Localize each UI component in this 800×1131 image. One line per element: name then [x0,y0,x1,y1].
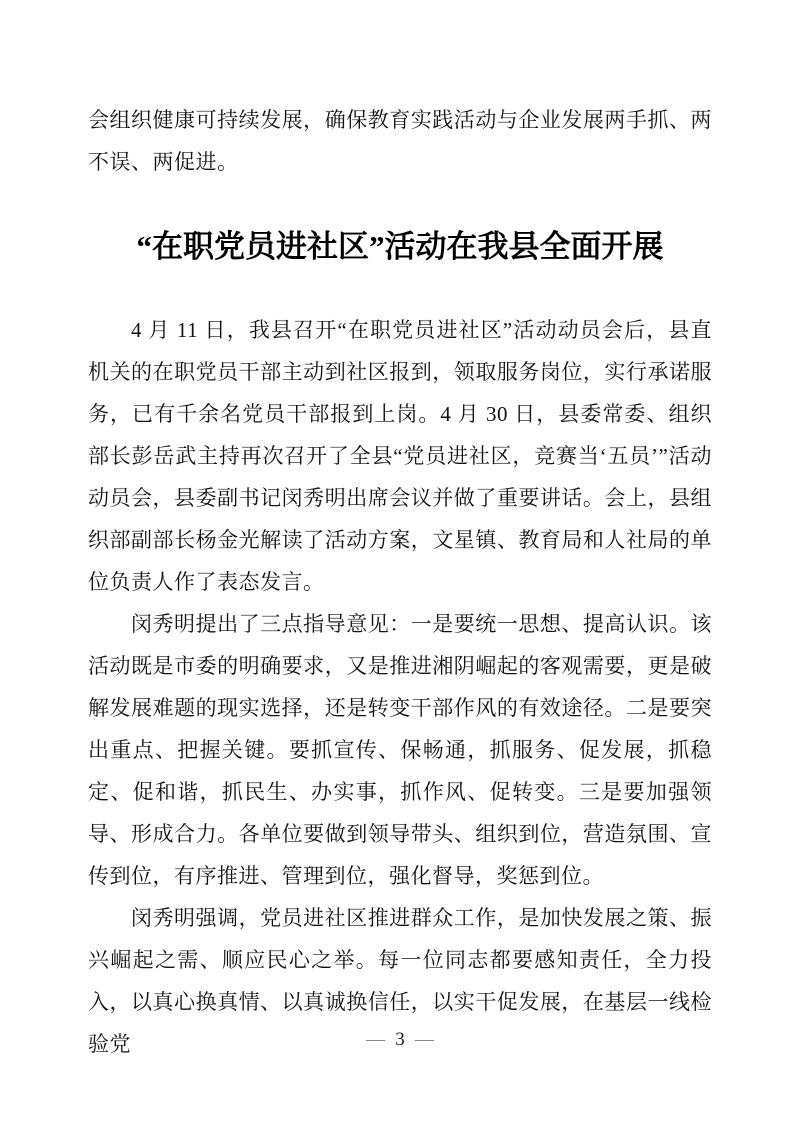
body-paragraph-2: 闵秀明提出了三点指导意见：一是要统一思想、提高认识。该活动既是市委的明确要求，又是推进湘阴崛起的客观需要，更是破解发展难题的现实选择，还是转变干部作风的有效途径。二是要突出重点、把握关键。要抓宣传、保畅通，抓服务、促发展，抓稳定、促和谐，抓民生、办实事，抓作风、促转变。三是要加强领导、形成合力。各单位要做到领导带头、组织到位，营造氛围、宣传到位，有序推进、管理到位，强化督导，奖惩到位。 [88,612,712,888]
page-number: 3 [395,1029,405,1050]
page-footer [0,1026,800,1054]
article-headline: “在职党员进社区”活动在我县全面开展 [136,229,664,264]
lead-continuation-paragraph: 会组织健康可持续发展，确保教育实践活动与企业发展两手抓、两不误、两促进。 [88,108,712,174]
body-paragraph-3: 闵秀明强调，党员进社区推进群众工作，是加快发展之策、振兴崛起之需、顺应民心之举。每一位同志都要感知责任，全力投入，以真心换真情、以真诚换信任，以实干促发展，在基层一线检验党 [88,906,712,1056]
footer-dash-right: — [414,1029,434,1050]
document-text-body [88,0,712,1065]
footer-dash-left: — [366,1029,386,1050]
body-paragraph-1: 4 月 11 日，我县召开“在职党员进社区”活动动员会后，县直机关的在职党员干部主动到社区报到，领取服务岗位，实行承诺服务，已有千余名党员干部报到上岗。4 月 30 日，县委常委、组织部长彭岳武主持再次召开了全县“党员进社区，竞赛当‘五员’”活动动员会，县委副书记闵秀明出席会议并做了重要讲话。会上，县组织部副部长杨金光解读了活动方案，文星镇、教育局和人社局的单位负责人作了表态发言。 [88,318,712,594]
